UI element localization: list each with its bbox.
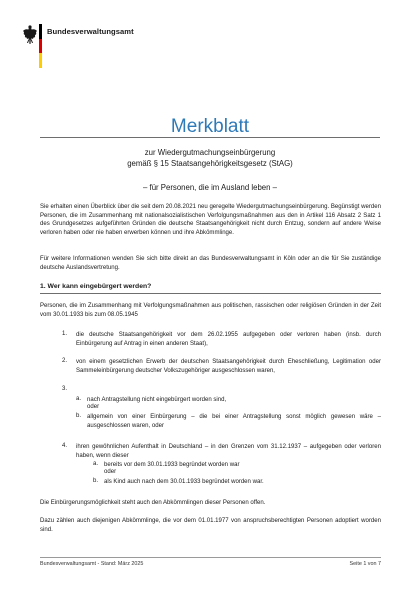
or-connector: oder xyxy=(104,469,117,475)
list-item-text: die deutsche Staatsangehörigkeit vor dem 26.02.1955 aufgegeben oder verloren haben (insb. durch Einbürgerung auf Antrag in einen anderen Staat), xyxy=(76,332,381,347)
brand-bar-red xyxy=(39,39,42,54)
descendants-paragraph: Die Einbürgerungsmöglichkeit steht auch den Abkömmlingen dieser Personen offen. xyxy=(40,500,266,506)
brand-bar-gold xyxy=(39,53,42,68)
sub-item-letter: a. xyxy=(93,461,99,467)
intro-paragraph-2: Für weitere Informationen wenden Sie sich bitte direkt an das Bundesverwaltungsamt in Köln oder an die für Sie zuständige deutsche Auslandsvertretung. xyxy=(40,256,381,271)
list-item-text: ihren gewöhnlichen Aufenthalt in Deutschland – in den Grenzen vom 31.12.1937 – aufgegeben oder verloren haben, wenn dieser xyxy=(76,444,381,459)
list-item-number: 4. xyxy=(62,443,68,449)
footer-divider xyxy=(40,557,381,558)
sub-item-text: nach Antragstellung nicht eingebürgert worden sind, xyxy=(87,397,227,403)
sub-item-text: als Kind auch nach dem 30.01.1933 begründet worden war. xyxy=(104,479,264,485)
title-divider xyxy=(40,137,380,138)
list-item-number: 3. xyxy=(62,386,68,392)
adopted-paragraph: Dazu zählen auch diejenigen Abkömmlinge, die vor dem 01.01.1977 von anspruchsberechtigten Personen adoptiert worden sind. xyxy=(40,518,381,533)
page-number: Seite 1 von 7 xyxy=(349,561,381,567)
or-connector: oder xyxy=(87,404,100,410)
list-item-text: von einem gesetzlichen Erwerb der deutschen Staatsangehörigkeit durch Eheschließung, Legitimation oder Sammeleinbürgerung deutscher Volkszugehöriger ausgeschlossen waren, xyxy=(76,359,381,374)
brand-bar-black xyxy=(39,24,42,39)
subtitle-line-3: – für Personen, die im Ausland leben – xyxy=(143,183,277,192)
sub-item-text: allgemein von einer Einbürgerung – die bei einer Antragstellung sonst möglich gewesen wäre – ausgeschlossen waren, oder xyxy=(87,414,381,429)
section-divider xyxy=(40,293,381,294)
subtitle-line-1: zur Wiedergutmachungseinbürgerung xyxy=(144,148,276,157)
agency-name: Bundesverwaltungsamt xyxy=(47,27,134,36)
subtitle-line-2: gemäß § 15 Staatsangehörigkeitsgesetz (StAG) xyxy=(127,159,293,168)
sub-item-letter: a. xyxy=(76,396,82,402)
list-item-number: 1. xyxy=(62,331,68,337)
intro-paragraph-1: Sie erhalten einen Überblick über die seit dem 20.08.2021 neu geregelte Wiedergutmachungseinbürgerung. Begünstigt werden Personen, die im Zusammenhang mit nationalsozialistischen Verfolgungsmaßnahmen aus den in Artikel 116 Absatz 2 Satz 1 des Grundgesetzes aufgeführten Gründen die deutsche Staatsangehörigkeit nicht durch Entzug, sondern auf andere Weise verloren haben oder nie haben erwerben können und ihre Abkömmlinge. xyxy=(40,204,381,236)
section-intro: Personen, die im Zusammenhang mit Verfolgungsmaßnahmen aus politischen, rassischen oder religiösen Gründen in der Zeit vom 30.01.1933 bis zum 08.05.1945 xyxy=(40,303,381,318)
brand-color-bar xyxy=(39,24,42,68)
section-heading: 1. Wer kann eingebürgert werden? xyxy=(40,283,152,290)
footer-agency-date: Bundesverwaltungsamt - Stand: März 2025 xyxy=(40,561,144,567)
sub-item-text: bereits vor dem 30.01.1933 begründet worden war xyxy=(104,462,240,468)
sub-item-letter: b. xyxy=(76,413,82,419)
sub-item-letter: b. xyxy=(93,478,99,484)
list-item-number: 2. xyxy=(62,358,68,364)
federal-eagle-icon xyxy=(22,24,38,48)
subtitle xyxy=(0,147,420,169)
page-title: Merkblatt xyxy=(170,116,250,137)
